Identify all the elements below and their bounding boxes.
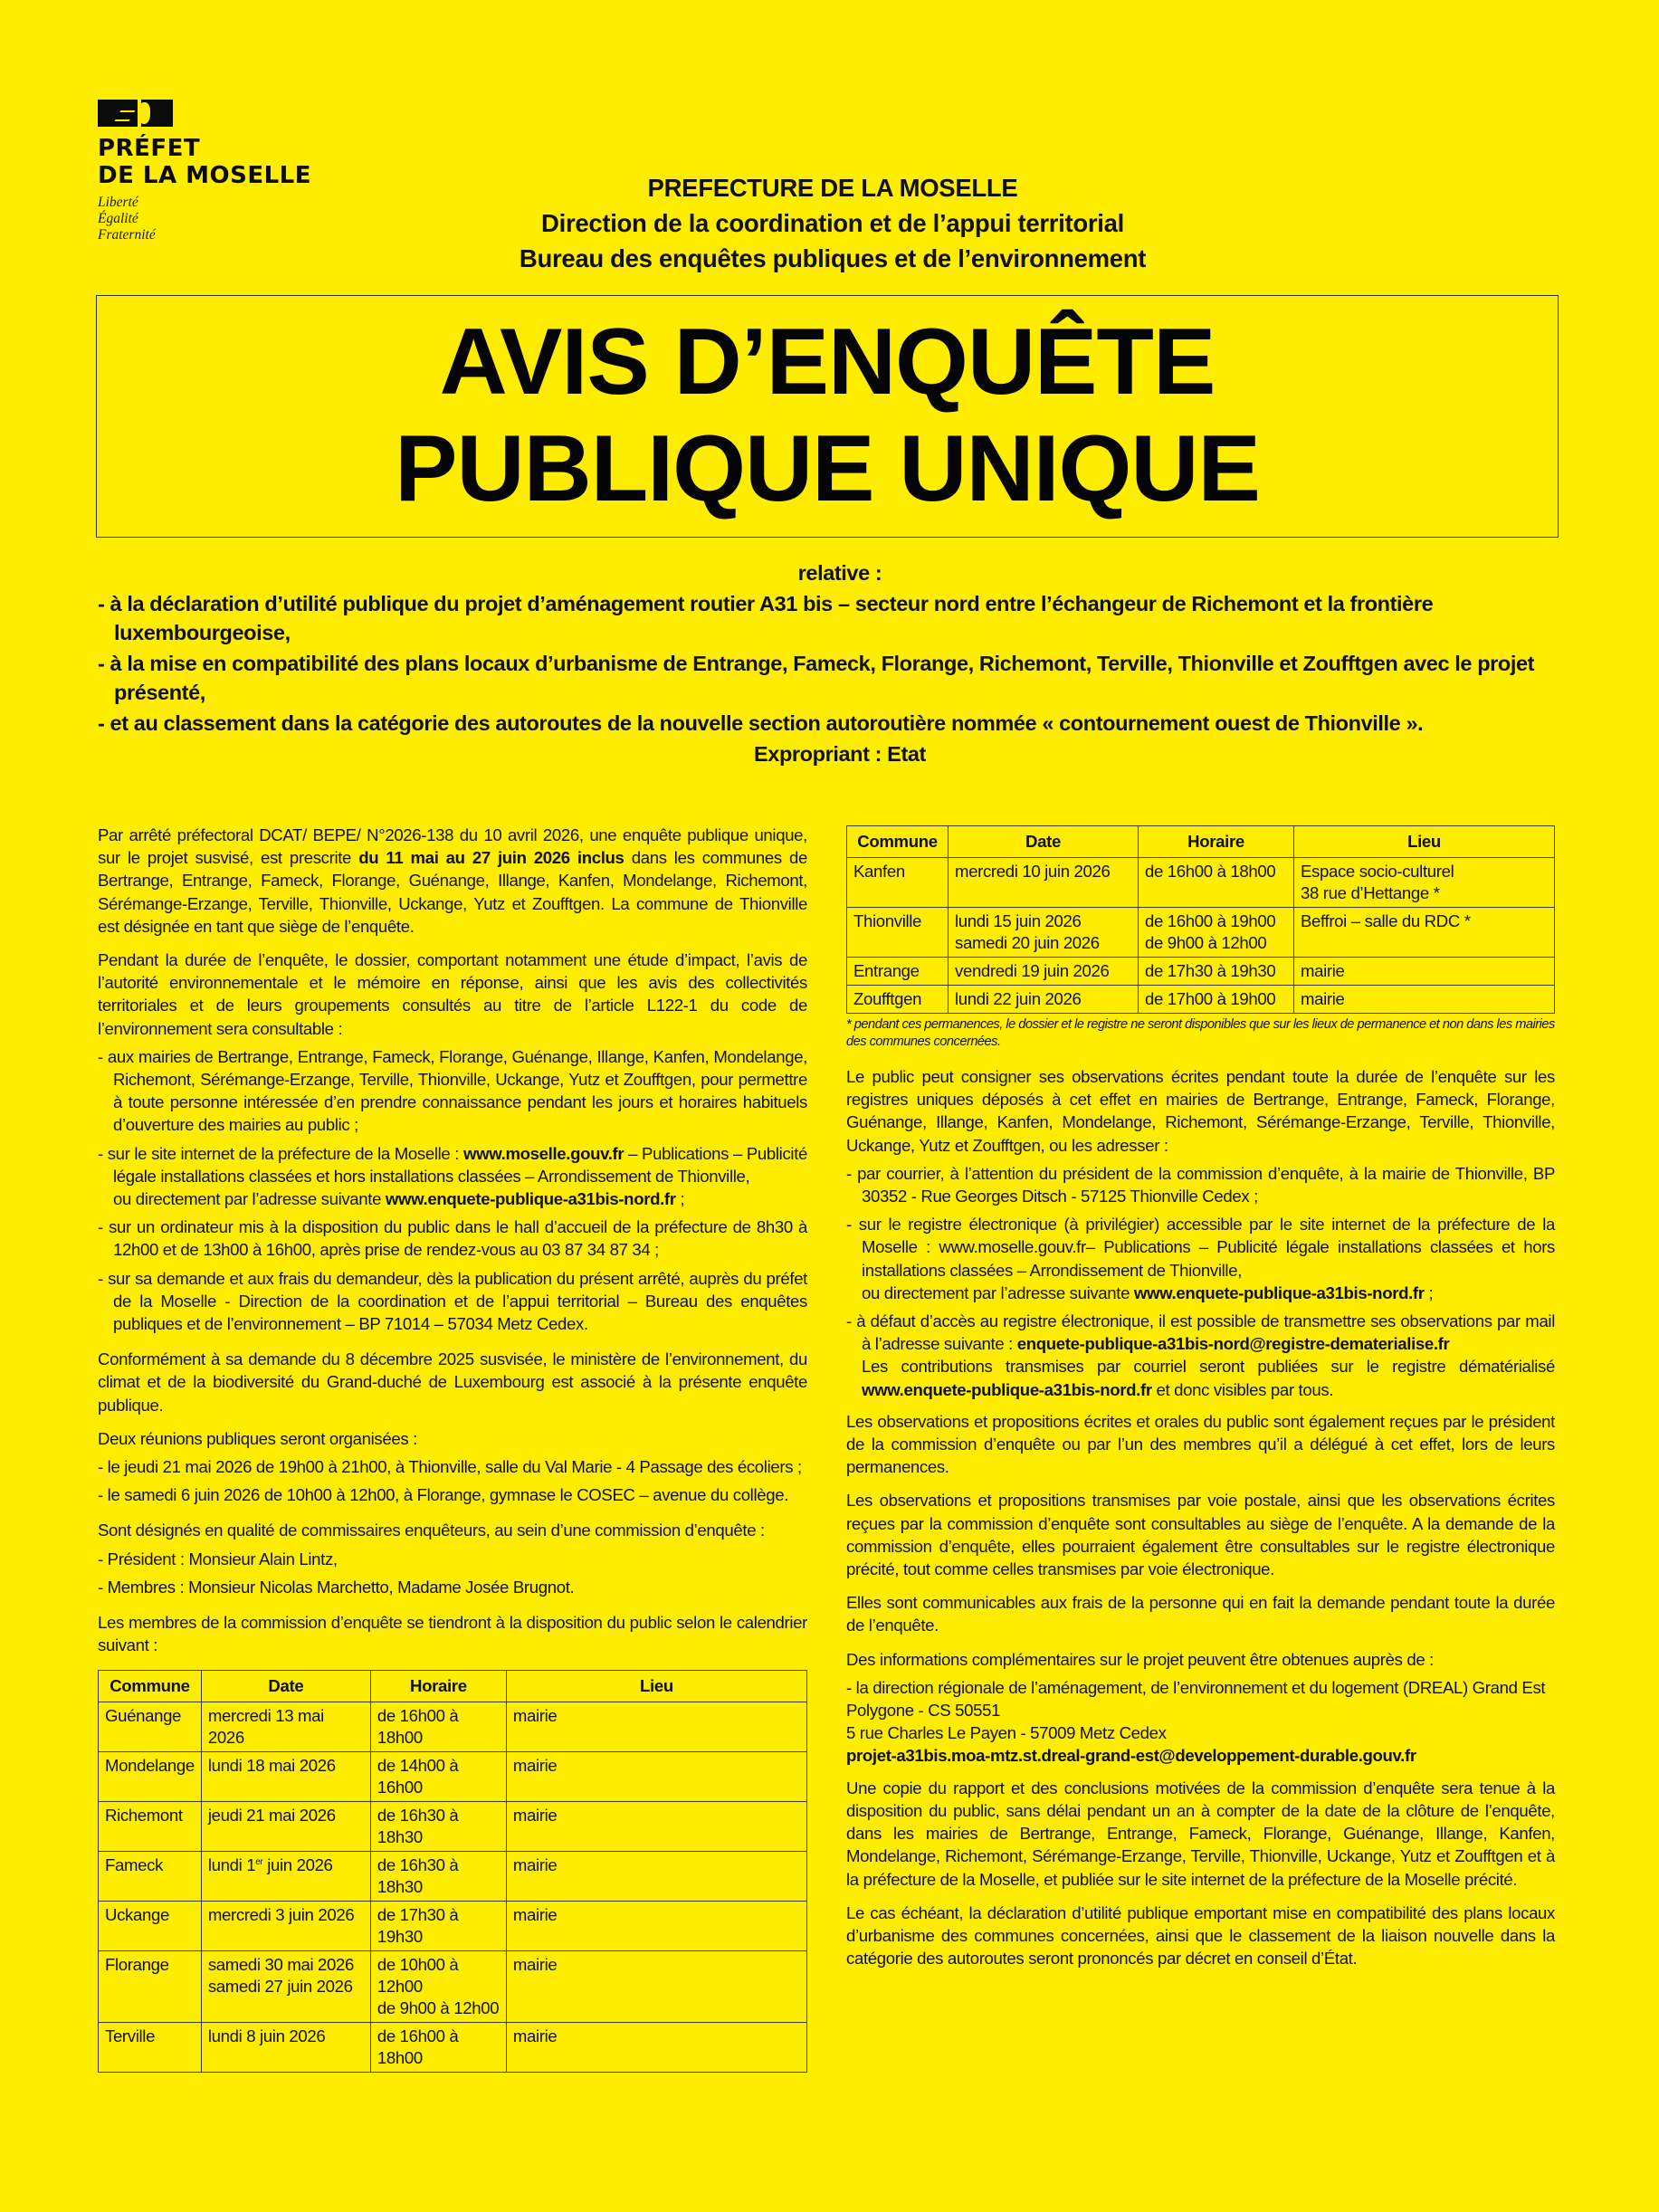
- table-row: [99, 1702, 807, 1751]
- table-row: [99, 1901, 807, 1950]
- cell-horaire: de 17h00 à 19h00: [1139, 986, 1294, 1014]
- paragraph-oral: Les observations et propositions écrites et orales du public sont également reçues par le président de la commission d’enquête ou par l’un des membres qu’il a délégué à cet effet, lors de leurs permanences.: [846, 1411, 1555, 1477]
- expropriant: Expropriant : Etat: [754, 742, 926, 766]
- cell-date: mercredi 3 juin 2026: [201, 1901, 370, 1950]
- consult-item-direct: ou directement par l’adresse suivante www.enquete-publique-a31bis-nord.fr ;: [113, 1189, 685, 1209]
- submit-item-mail: - à défaut d’accès au registre électronique, il est possible de transmettre ses observations par mail à l’adresse suivante : enquete-publique-a31bis-nord@registre-dematerialise.fr: [846, 1311, 1555, 1354]
- motto-liberte: Liberté: [98, 195, 138, 210]
- title-line-2: PUBLIQUE UNIQUE: [395, 416, 1260, 521]
- cell-commune: Guénange: [99, 1702, 202, 1751]
- cell-lieu: mairie: [506, 1801, 806, 1851]
- table-row: [99, 2022, 807, 2072]
- header-prefecture: PREFECTURE DE LA MOSELLE: [647, 174, 1018, 202]
- cell-horaire: de 16h00 à 19h00 de 9h00 à 12h00: [1139, 908, 1294, 958]
- paragraph-info: Des informations complémentaires sur le projet peuvent être obtenues auprès de :: [846, 1649, 1434, 1669]
- motto-fraternite: Fraternité: [98, 227, 156, 243]
- paragraph-report: Une copie du rapport et des conclusions motivées de la commission d’enquête sera tenue à la disposition du public, sans délai pendant un an à compter de la date de la clôture de l’enquête, dans les mairies de Bertrange, Entrange, Fameck, Florange, Guénange, Illange, Kanfen, Mondelange, Richemont, Sérémange-Erzange, Terville, Thionville, Uckange, Yutz et Zoufftgen et à la préfecture de la Moselle, et publiée sur le site internet de la préfecture de la Moselle précité.: [846, 1778, 1555, 1889]
- issuer-header: [362, 170, 1303, 276]
- right-column: [846, 825, 1555, 1980]
- subject-section: [98, 558, 1582, 768]
- cell-lieu: mairie: [506, 1702, 806, 1751]
- cell-lieu: Espace socio-culturel 38 rue d’Hettange *: [1294, 858, 1555, 908]
- cell-date: mercredi 10 juin 2026: [949, 858, 1139, 908]
- cell-date: lundi 15 juin 2026 samedi 20 juin 2026: [949, 908, 1139, 958]
- cell-lieu: mairie: [1294, 986, 1555, 1014]
- subject-item: - à la mise en compatibilité des plans locaux d’urbanisme de Entrange, Fameck, Florange, Richemont, Terville, Thionville et Zoufftgen avec le projet présenté,: [98, 652, 1535, 704]
- table-row: [99, 1950, 807, 2022]
- link-enquete-publique[interactable]: www.enquete-publique-a31bis-nord.fr: [1133, 1282, 1425, 1302]
- dreal-name: - la direction régionale de l’aménagement, de l’environnement et du logement (DREAL) Grand Est: [846, 1677, 1546, 1697]
- col-header-lieu: Lieu: [1294, 826, 1555, 858]
- cell-horaire: de 16h00 à 18h00: [370, 1702, 506, 1751]
- table-row: [847, 908, 1555, 958]
- left-column: [98, 824, 807, 2073]
- dreal-address-1: Polygone - CS 50551: [846, 1701, 1001, 1721]
- cell-commune: Uckange: [99, 1901, 202, 1950]
- cell-date: lundi 22 juin 2026: [949, 986, 1139, 1014]
- cell-horaire: de 10h00 à 12h00 de 9h00 à 12h00: [370, 1950, 506, 2022]
- cell-lieu: mairie: [506, 1950, 806, 2022]
- cell-date: vendredi 19 juin 2026: [949, 958, 1139, 986]
- table-row: [99, 1801, 807, 1851]
- cell-horaire: de 16h00 à 18h00: [370, 2022, 506, 2072]
- cell-lieu: mairie: [1294, 958, 1555, 986]
- inquiry-dates: du 11 mai au 27 juin 2026 inclus: [358, 848, 625, 868]
- cell-horaire: de 17h30 à 19h30: [370, 1901, 506, 1950]
- marianne-icon: [98, 100, 173, 127]
- paragraph-communicable: Elles sont communicables aux frais de la personne qui en fait la demande pendant toute la durée de l’enquête.: [846, 1593, 1555, 1635]
- submit-item-courrier: - par courrier, à l’attention du président de la commission d’enquête, à la mairie de Thionville, BP 30352 - Rue Georges Ditsch - 57125 Thionville Cedex ;: [846, 1163, 1555, 1206]
- cell-lieu: mairie: [506, 1851, 806, 1901]
- schedule-table-left: [98, 1670, 807, 2073]
- meeting-item: - le jeudi 21 mai 2026 de 19h00 à 21h00, à Thionville, salle du Val Marie - 4 Passage des écoliers ;: [98, 1457, 802, 1477]
- paragraph-observations: Le public peut consigner ses observations écrites pendant toute la durée de l’enquête sur les registres uniques déposés à cet effet en mairies de Bertrange, Entrange, Fameck, Florange, Guénange, Illange, Kanfen, Mondelange, Richemont, Sérémange-Erzange, Terville, Thionville, Uckange, Yutz et Zoufftgen, ou les adresser :: [846, 1067, 1555, 1155]
- cell-horaire: de 16h00 à 18h00: [1139, 858, 1294, 908]
- schedule-table-right: [846, 825, 1555, 1014]
- submit-item-direct: ou directement par l’adresse suivante www.enquete-publique-a31bis-nord.fr ;: [862, 1282, 1434, 1302]
- paragraph-decree: Le cas échéant, la déclaration d’utilité publique emportant mise en compatibilité des plans locaux d’urbanisme des communes concernées, ainsi que le classement de la liaison nouvelle dans la catégorie des autoroutes seront prononcés par décret en conseil d’État.: [846, 1902, 1555, 1969]
- cell-commune: Richemont: [99, 1801, 202, 1851]
- commission-members: - Membres : Monsieur Nicolas Marchetto, Madame Josée Brugnot.: [98, 1577, 575, 1597]
- consult-item-mairies: - aux mairies de Bertrange, Entrange, Fameck, Florange, Guénange, Illange, Kanfen, Mondelange, Richemont, Sérémange-Erzange, Terville, Thionville, Uckange, Yutz et Zoufftgen, pour permettre à toute personne intéressée d’en prendre connaissance pendant les jours et horaires habituels d’ouverture des mairies au public ;: [98, 1046, 807, 1135]
- link-enquete-publique[interactable]: www.enquete-publique-a31bis-nord.fr: [385, 1189, 676, 1209]
- header-direction: Direction de la coordination et de l’appui territorial: [541, 209, 1124, 237]
- link-enquete-publique[interactable]: www.enquete-publique-a31bis-nord.fr: [862, 1379, 1152, 1399]
- cell-lieu: mairie: [506, 2022, 806, 2072]
- cell-horaire: de 16h30 à 18h30: [370, 1801, 506, 1851]
- paragraph-meetings: Deux réunions publiques seront organisées :: [98, 1428, 417, 1448]
- prefet-logo: [98, 100, 333, 243]
- paragraph-dossier: Pendant la durée de l’enquête, le dossier, comportant notamment une étude d’impact, l’avis de l’autorité environnementale et le mémoire en réponse, ainsi que les avis des collectivités territoriales et de leurs groupements consultés au titre de l’article L122-1 du code de l’environnement sera consultable :: [98, 950, 807, 1038]
- cell-commune: Terville: [99, 2022, 202, 2072]
- paragraph-calendar: Les membres de la commission d’enquête se tiendront à la disposition du public selon le calendrier suivant :: [98, 1613, 807, 1655]
- table-row: [99, 1851, 807, 1901]
- logo-line-1: PRÉFET: [98, 135, 201, 162]
- subject-intro: relative :: [797, 561, 882, 585]
- submit-item-registre: - sur le registre électronique (à privilégier) accessible par le site internet de la préfecture de la Moselle : www.moselle.gouv.fr– Publications – Publicité légale installations classées et hors installations classées – Arrondissement de Thionville,: [846, 1215, 1555, 1280]
- col-header-date: Date: [949, 826, 1139, 858]
- cell-lieu: Beffroi – salle du RDC *: [1294, 908, 1555, 958]
- cell-horaire: de 14h00 à 16h00: [370, 1751, 506, 1801]
- col-header-commune: Commune: [99, 1670, 202, 1702]
- cell-commune: Thionville: [847, 908, 949, 958]
- cell-commune: Entrange: [847, 958, 949, 986]
- paragraph-luxembourg: Conformément à sa demande du 8 décembre 2025 susvisée, le ministère de l’environnement, du climat et de la biodiversité du Grand-duché de Luxembourg est associé à la présente enquête publique.: [98, 1349, 807, 1415]
- logo-line-2: DE LA MOSELLE: [98, 162, 311, 189]
- table-row: [99, 1751, 807, 1801]
- col-header-horaire: Horaire: [370, 1670, 506, 1702]
- dreal-address-2: 5 rue Charles Le Payen - 57009 Metz Cedex: [846, 1723, 1167, 1743]
- cell-horaire: de 17h30 à 19h30: [1139, 958, 1294, 986]
- motto-egalite: Égalité: [98, 211, 138, 226]
- cell-date: samedi 30 mai 2026 samedi 27 juin 2026: [201, 1950, 370, 2022]
- link-email-registre[interactable]: enquete-publique-a31bis-nord@registre-dematerialise.fr: [1016, 1334, 1450, 1354]
- col-header-lieu: Lieu: [506, 1670, 806, 1702]
- commission-president: - Président : Monsieur Alain Lintz,: [98, 1549, 338, 1568]
- table-row: [847, 858, 1555, 908]
- paragraph-arrete: Par arrêté préfectoral DCAT/ BEPE/ N°2026-138 du 10 avril 2026, une enquête publique unique, sur le projet susvisé, est prescrite du 11 mai au 27 juin 2026 inclus dans les communes de Bertrange, Entrange, Fameck, Florange, Guénange, Illange, Kanfen, Mondelange, Richemont, Sérémange-Erzange, Terville, Thionville, Uckange, Yutz et Zoufftgen. La commune de Thionville est désignée en tant que siège de l’enquête.: [98, 825, 807, 936]
- cell-date: lundi 1er juin 2026: [201, 1851, 370, 1901]
- cell-date: jeudi 21 mai 2026: [201, 1801, 370, 1851]
- logo-motto: [98, 195, 333, 243]
- table-row: [847, 958, 1555, 986]
- subject-item: - et au classement dans la catégorie des autoroutes de la nouvelle section autoroutière nommée « contournement ouest de Thionville ».: [98, 711, 1424, 735]
- subject-item: - à la déclaration d’utilité publique du projet d’aménagement routier A31 bis – secteur nord entre l’échangeur de Richemont et la frontière luxembourgeoise,: [98, 592, 1434, 644]
- col-header-date: Date: [201, 1670, 370, 1702]
- cell-commune: Florange: [99, 1950, 202, 2022]
- col-header-horaire: Horaire: [1139, 826, 1294, 858]
- cell-commune: Mondelange: [99, 1751, 202, 1801]
- header-bureau: Bureau des enquêtes publiques et de l’environnement: [519, 244, 1147, 272]
- submit-item-contributions: Les contributions transmises par courriel seront publiées sur le registre dématérialisé www.enquete-publique-a31bis-nord.fr et donc visibles par tous.: [862, 1357, 1555, 1399]
- cell-date: lundi 18 mai 2026: [201, 1751, 370, 1801]
- cell-commune: Zoufftgen: [847, 986, 949, 1014]
- meeting-item: - le samedi 6 juin 2026 de 10h00 à 12h00, à Florange, gymnase le COSEC – avenue du collège.: [98, 1485, 789, 1505]
- title-line-1: AVIS D’ENQUÊTE: [439, 310, 1216, 415]
- consult-item-website: - sur le site internet de la préfecture de la Moselle : www.moselle.gouv.fr – Publications – Publicité légale installations classées et hors installations classées – Arrondissement de Thionville,: [98, 1143, 807, 1186]
- cell-lieu: mairie: [506, 1901, 806, 1950]
- paragraph-commission: Sont désignés en qualité de commissaires enquêteurs, au sein d’une commission d’enquête :: [98, 1521, 765, 1540]
- dreal-email[interactable]: projet-a31bis.moa-mtz.st.dreal-grand-est@developpement-durable.gouv.fr: [846, 1746, 1416, 1766]
- title-box: [96, 295, 1559, 538]
- table-row: [847, 986, 1555, 1014]
- dreal-contact: [846, 1676, 1555, 1768]
- cell-commune: Kanfen: [847, 858, 949, 908]
- cell-date: mercredi 13 mai 2026: [201, 1702, 370, 1751]
- cell-date: lundi 8 juin 2026: [201, 2022, 370, 2072]
- paragraph-postal: Les observations et propositions transmises par voie postale, ainsi que les observations écrites reçues par la commission d’enquête sont consultables au siège de l’enquête. A la demande de la commission d’enquête, elles pourraient également être consultables sur le registre électronique précité, tout comme celles transmises par voie électronique.: [846, 1491, 1555, 1579]
- link-moselle-gouv[interactable]: www.moselle.gouv.fr: [463, 1143, 625, 1163]
- consult-item-request: - sur sa demande et aux frais du demandeur, dès la publication du présent arrêté, auprès du préfet de la Moselle - Direction de la coordination et de l’appui territorial – Bureau des enquêtes publiques et de l’environnement – BP 71014 – 57034 Metz Cedex.: [98, 1268, 807, 1334]
- consult-item-computer: - sur un ordinateur mis à la disposition du public dans le hall d’accueil de la préfecture de 8h30 à 12h00 et de 13h00 à 16h00, après prise de rendez-vous au 03 87 34 87 34 ;: [98, 1217, 807, 1260]
- table-footnote: * pendant ces permanences, le dossier et le registre ne seront disponibles que sur les lieux de permanence et non dans les mairies des communes concernées.: [846, 1017, 1555, 1049]
- col-header-commune: Commune: [847, 826, 949, 858]
- cell-commune: Fameck: [99, 1851, 202, 1901]
- cell-lieu: mairie: [506, 1751, 806, 1801]
- cell-horaire: de 16h30 à 18h30: [370, 1851, 506, 1901]
